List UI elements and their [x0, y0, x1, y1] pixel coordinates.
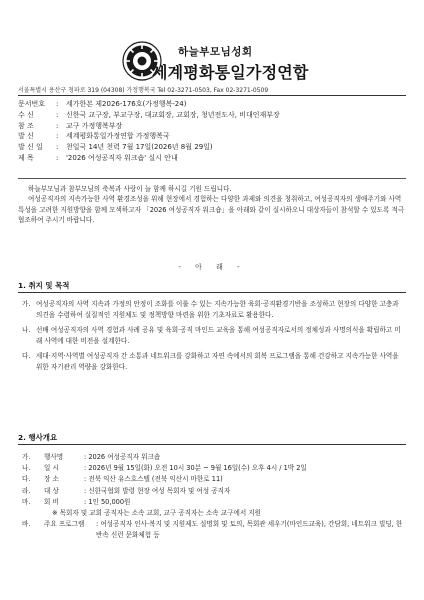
- row-key: 장 소: [44, 475, 59, 484]
- row-value: : 2026년 9월 15일(화) 오전 10시 30분 ~ 9월 16일(수) 오후 4시 / 1박 2일: [84, 464, 307, 473]
- row-key: 대 상: [44, 486, 59, 495]
- meta-colon: :: [56, 121, 59, 130]
- meta-colon: :: [56, 100, 59, 108]
- item-label: 가.: [22, 300, 31, 308]
- overview-row-event-name: [22, 452, 406, 463]
- meta-row-recipient: [18, 110, 406, 121]
- meta-key: 문서번호: [18, 100, 46, 108]
- org-subtitle: 하늘부모님성회: [178, 46, 253, 58]
- row-label: 가.: [22, 453, 31, 461]
- meta-row-reference: [18, 121, 406, 132]
- overview-row-fee: [22, 497, 406, 508]
- overview-row-program: [22, 519, 406, 541]
- meta-key: 수 신: [18, 110, 34, 119]
- header-divider: [18, 95, 406, 96]
- row-key: 주요 프로그램: [44, 520, 85, 529]
- row-value: : 1인 50,000원: [84, 497, 131, 506]
- row-label: 라.: [22, 486, 31, 495]
- list-item: [22, 299, 406, 321]
- below-marker: - 아 래 -: [178, 263, 246, 271]
- row-key: 일 시: [44, 464, 59, 473]
- section-divider: [18, 292, 406, 293]
- meta-colon: :: [56, 143, 59, 152]
- meta-key: 발 신: [18, 132, 34, 141]
- item-text: 선배 여성공직자의 사역 경험과 사례 공유 및 육회·공직 마인드 교육을 통해 여성공직자로서의 정체성과 사명의식을 확립하고 미래 사역에 대한 비전을 설계한다.: [36, 326, 401, 345]
- purpose-list: [22, 299, 406, 377]
- meta-value: 신한국 교구장, 부교구장, 대교회장, 교회장, 청년전도사, 비대인재부장: [66, 110, 280, 119]
- row-value: : 여성공직자 인사·복지 및 지원제도 설명회 및 토의, 목회관 세우기(마인드교육), 간담회, 네트워크 빌딩, 한반속 신런 문화체험 등: [96, 520, 403, 540]
- meta-key: 발 신 일: [18, 143, 43, 152]
- item-label: 다.: [22, 352, 31, 360]
- item-text: 세대·지역·사역별 여성공직자 간 소통과 네트워크를 강화하고 자연 속에서의 회복 프로그램을 통해 건강하고 지속가능한 사역을 위한 자기관리 역량을 강화한다.: [36, 352, 399, 371]
- meta-row-sender: [18, 131, 406, 142]
- section-title-purpose: 1. 취지 및 목적: [18, 281, 70, 290]
- row-label: 나.: [22, 464, 31, 473]
- row-value: : 신한국협회 발령 현장 여성 목회자 및 여성 공직자: [84, 486, 231, 495]
- meta-colon: :: [56, 153, 59, 162]
- meta-colon: :: [56, 132, 59, 141]
- section-title-overview: 2. 행사개요: [18, 433, 58, 442]
- meta-row-doc-number: [18, 99, 406, 110]
- meta-key: 참 조: [18, 121, 34, 130]
- meta-row-subject: [18, 153, 406, 164]
- intro-paragraph: 여성공직자의 지속가능한 사역 환경조성을 위해 현장에서 경험하는 다양한 과제와 의견을 청취하고, 여성공직자의 생애주기와 사역 특성을 고려한 지원방향을 함께 모색하고자 「2026 여성공직자 워크숍」을 아래와 같이 실시하오니 대상자들이 참석할 수 있도록 적극 협조하여 주시기 바랍니다.: [18, 195, 405, 225]
- meta-colon: :: [56, 110, 59, 119]
- list-item: [22, 325, 406, 347]
- meta-key: 제 목: [18, 153, 34, 162]
- document-meta: [18, 99, 406, 164]
- intro-text: [18, 184, 406, 226]
- meta-row-date: [18, 142, 406, 153]
- intro-paragraph: 하늘부모님과 참부모님의 축복과 사랑이 늘 함께 하시길 기원 드립니다.: [28, 185, 232, 193]
- org-name: 세계평화통일가정연합: [152, 63, 309, 82]
- row-key: 회 비: [44, 497, 59, 506]
- overview-list: [22, 452, 406, 542]
- meta-value: '2026 여성공직자 워크숍' 실시 안내: [66, 153, 178, 162]
- overview-row-datetime: [22, 463, 406, 474]
- row-key: 행사명: [44, 453, 64, 461]
- list-item: [22, 351, 406, 373]
- item-text: 여성공직자의 사역 지속과 가정의 안정이 조화를 이룰 수 있는 지속가능한 육회·공직환경기반을 조성하고 현장의 다양한 고충과 의견을 수렴하여 실질적인 지원체도 및 정책방향 마련을 위한 기초자료로 활용한다.: [36, 300, 399, 319]
- meta-value: 교구 가정행복부장: [66, 121, 123, 130]
- meta-divider: [18, 178, 406, 179]
- row-value: : 2026 여성공직자 워크숍: [84, 453, 161, 461]
- fee-note: ※ 목회자 및 교회 공직자는 소속 교회, 교구 공직자는 소속 교구에서 지원: [52, 509, 262, 518]
- section-divider: [18, 444, 406, 445]
- meta-value: 세계평화통일가정연합 가정행복국: [66, 132, 170, 141]
- item-label: 나.: [22, 326, 31, 334]
- meta-value: 천일국 14년 천력 7월 17일(2026년 8월 29일): [66, 143, 213, 152]
- overview-row-location: [22, 474, 406, 485]
- overview-row-target: [22, 486, 406, 497]
- address-line: 서울특별시 용산구 청파로 319 (04308) 가정행복국 Tel 02-3271-0503, Fax 02-3271-0509: [18, 87, 269, 94]
- row-value: : 전북 익산 유스호스텔 (전북 익산시 마한로 11): [84, 475, 223, 484]
- row-label: 바.: [22, 520, 31, 529]
- row-label: 마.: [22, 497, 31, 506]
- row-label: 다.: [22, 475, 31, 484]
- meta-value: 세가한본 제2026-176호(가정행복-24): [66, 100, 187, 108]
